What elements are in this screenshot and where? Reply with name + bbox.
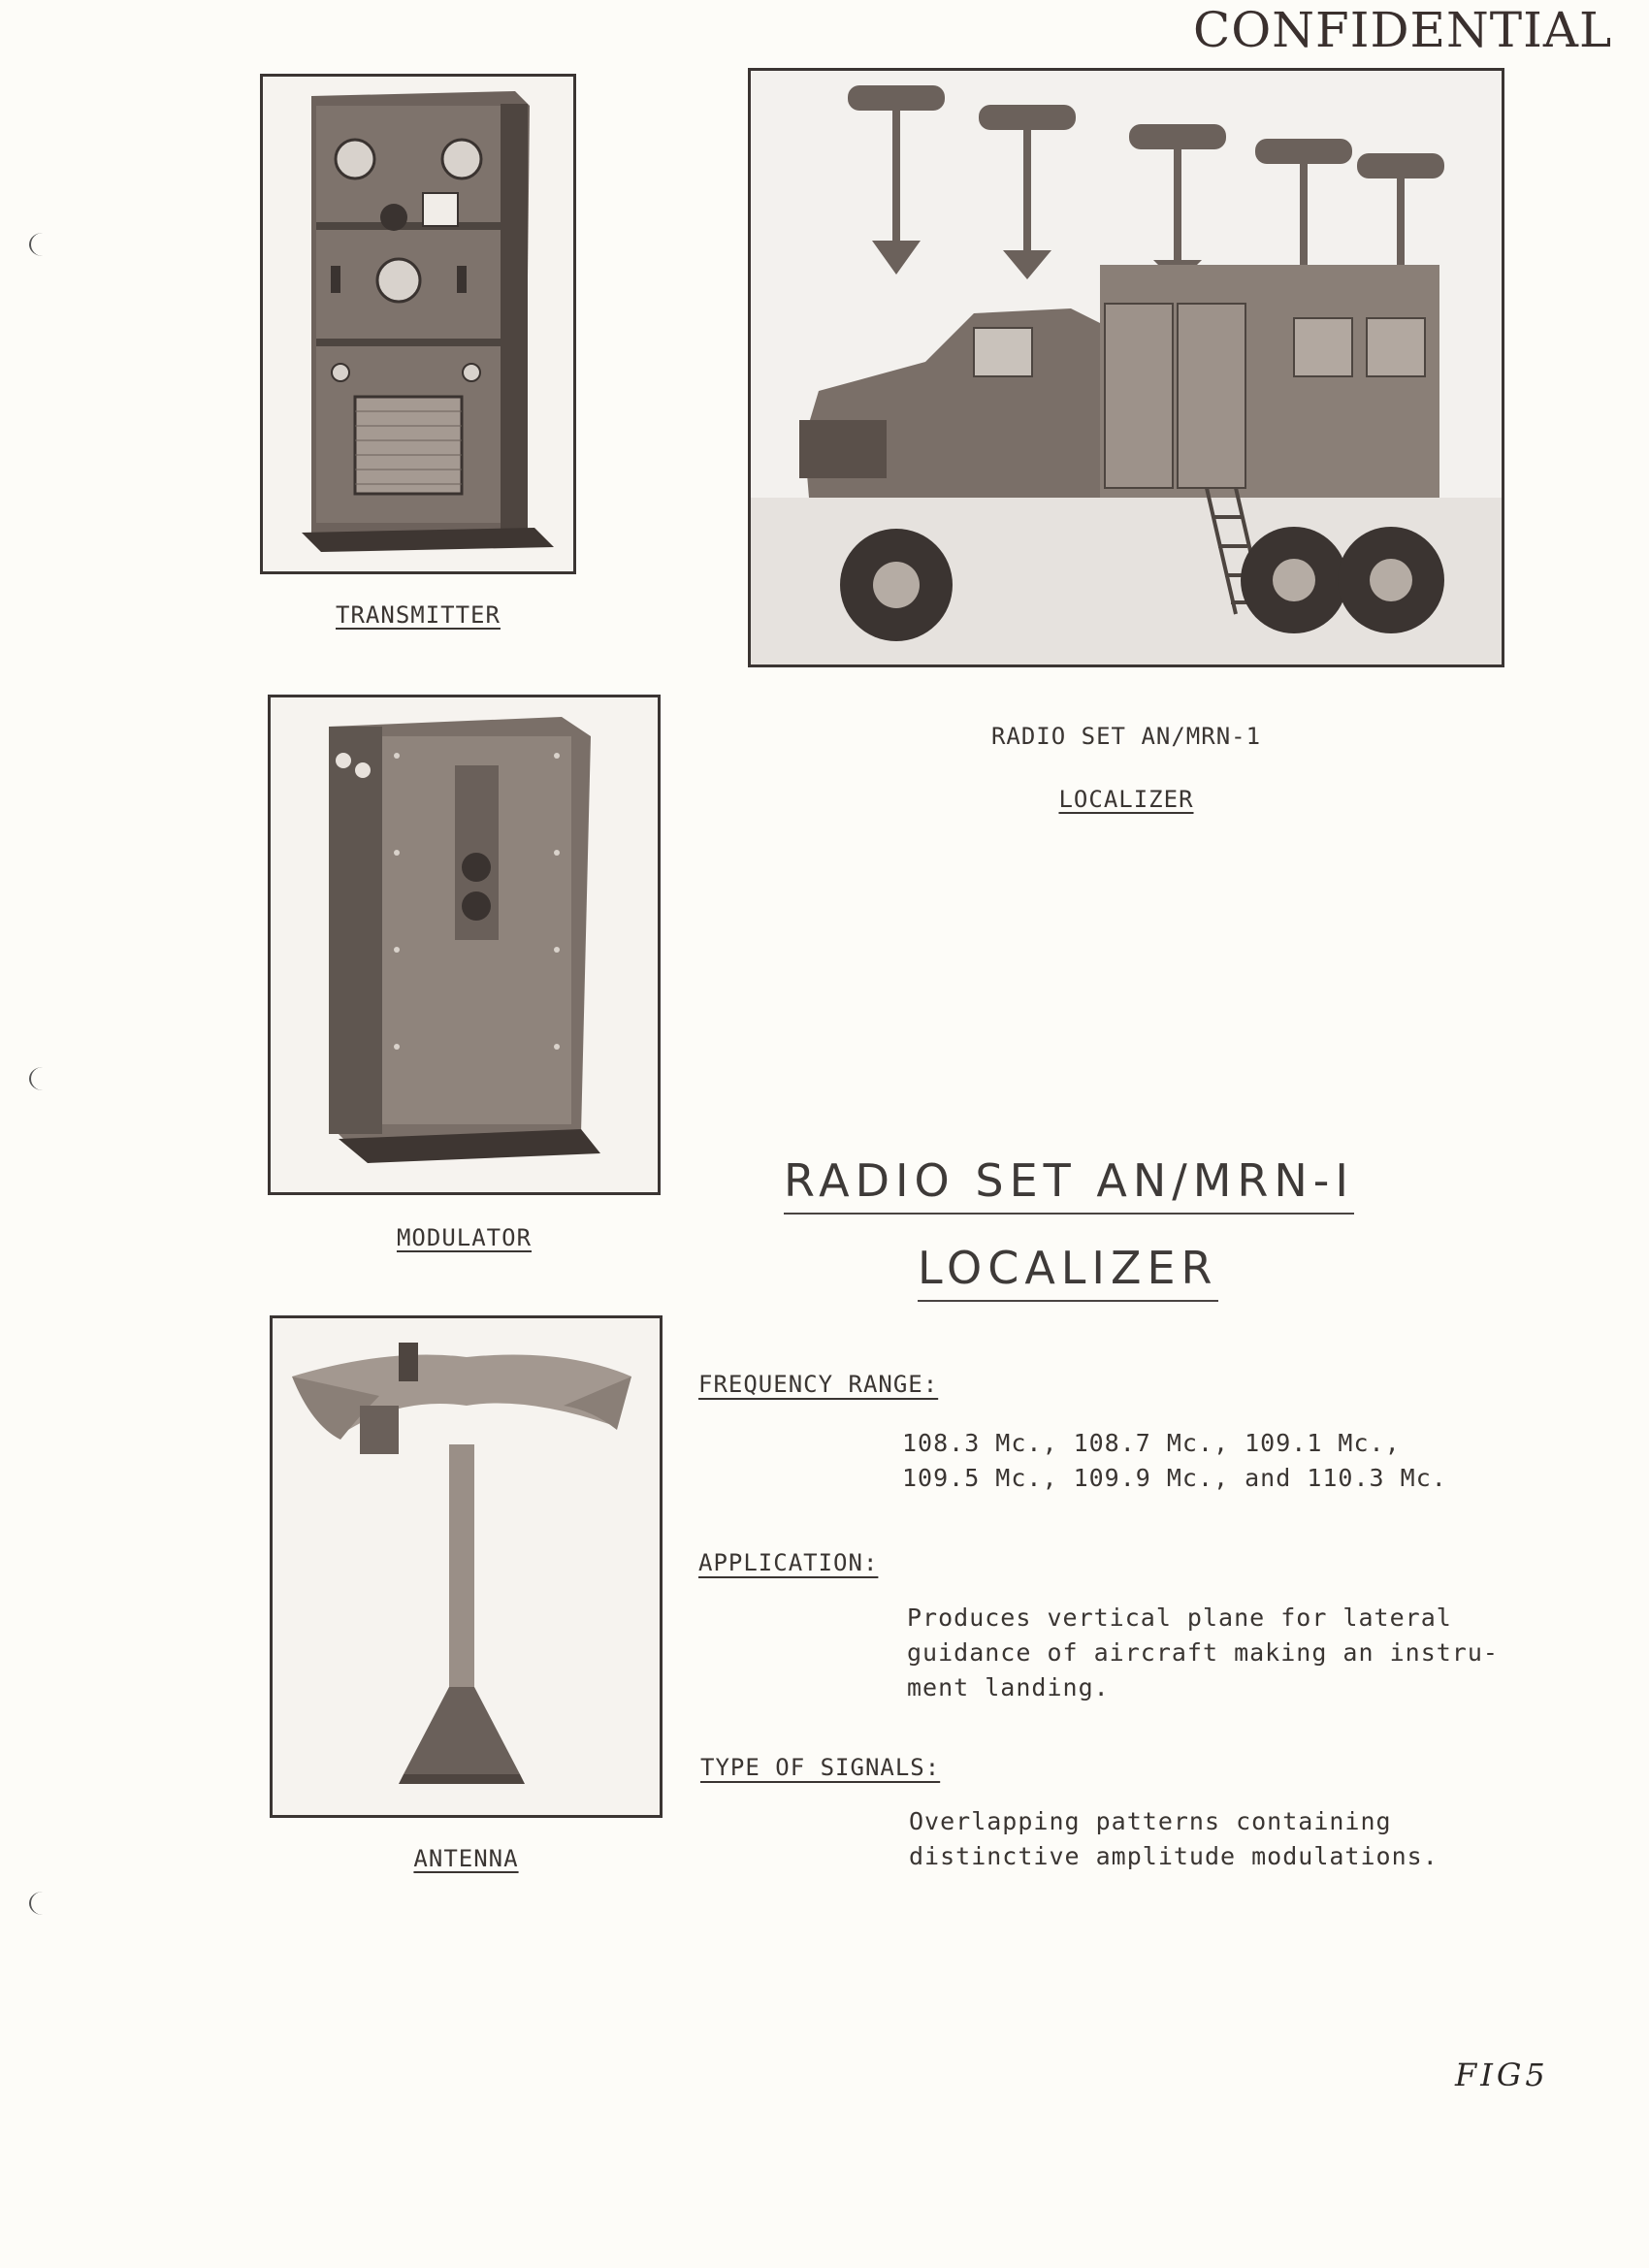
frequency-line: 108.3 Mc., 108.7 Mc., 109.1 Mc.,: [902, 1429, 1401, 1457]
application-line: Produces vertical plane for lateral: [907, 1604, 1452, 1632]
signals-text: [909, 1804, 1607, 1874]
antenna-photo: [270, 1315, 663, 1818]
frequency-line: 109.5 Mc., 109.9 Mc., and 110.3 Mc.: [902, 1464, 1447, 1492]
application-line: guidance of aircraft making an instru-: [907, 1638, 1499, 1667]
signals-label: TYPE OF SIGNALS:: [700, 1754, 941, 1781]
main-title-line1: RADIO SET AN/MRN-I: [784, 1154, 1354, 1215]
modulator-caption: MODULATOR: [396, 1224, 533, 1251]
antenna-image: [273, 1318, 660, 1815]
transmitter-image: [263, 77, 573, 571]
main-title-line2: LOCALIZER: [918, 1242, 1218, 1302]
frequency-values: [902, 1426, 1600, 1496]
binder-hole-mark: [29, 233, 56, 256]
antenna-caption: ANTENNA: [413, 1845, 519, 1872]
binder-hole-mark: [29, 1067, 56, 1090]
modulator-image: [271, 697, 658, 1192]
transmitter-caption: TRANSMITTER: [336, 601, 501, 629]
application-text: [907, 1601, 1605, 1705]
application-label: APPLICATION:: [698, 1549, 879, 1576]
signals-line: Overlapping patterns containing: [909, 1807, 1392, 1835]
transmitter-photo: [260, 74, 576, 574]
confidential-stamp: CONFIDENTIAL: [1193, 2, 1613, 58]
frequency-range-label: FREQUENCY RANGE:: [698, 1371, 939, 1398]
signals-line: distinctive amplitude modulations.: [909, 1842, 1439, 1870]
truck-caption-line1: RADIO SET AN/MRN-1: [990, 723, 1262, 750]
truck-caption-line2: LOCALIZER: [1058, 786, 1194, 813]
application-line: ment landing.: [907, 1673, 1110, 1701]
binder-hole-mark: [29, 1892, 56, 1915]
localizer-truck-photo: [748, 68, 1504, 667]
truck-image: [751, 71, 1502, 664]
figure-number-handwritten: FIG5: [1455, 2057, 1549, 2093]
modulator-photo: [268, 695, 661, 1195]
